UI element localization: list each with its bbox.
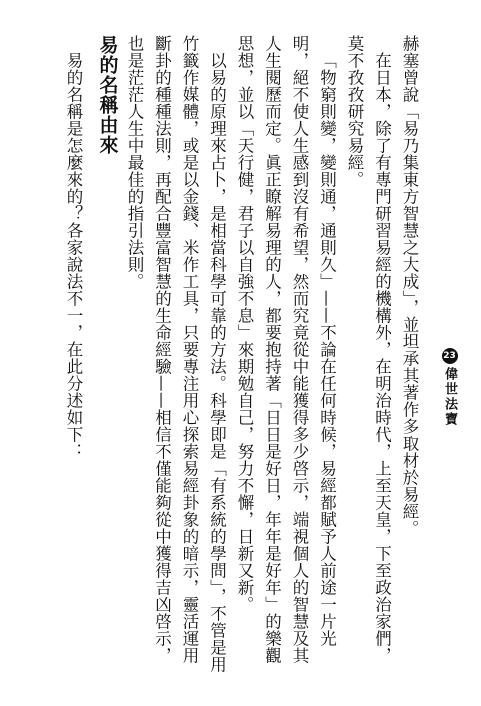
page-header [440, 348, 459, 427]
section-heading: 易的名稱由來 [96, 35, 119, 155]
paragraph-2: 在日本，除了有專門研習易經的機構外，在明治時代，上至天皇，下至政治家們，莫不孜孜研究易經。 [345, 35, 392, 664]
book-title: 偉世法寶 [442, 367, 457, 427]
paragraph-1: 赫塞曾說「易乃集東方智慧之大成」，並坦承其著作多取材於易經。 [400, 35, 419, 537]
page-number: 23 [442, 348, 458, 364]
section-intro: 易的名稱是怎麼來的？各家說法不一，在此分述如下： [64, 51, 83, 460]
body-text [60, 35, 424, 675]
paragraph-4: 以易的原理來占卜，是相當科學可靠的方法。科學即是「有系統的學問」，不管是用竹籤作媒體，或是以金錢、米作工具，只要專注用心探索易經卦象的暗示，靈活運用斷卦的種種法則，再配合豐富智慧的生命經驗——相信不僅能夠從中獲得吉凶啓示，也是茫茫人生中最佳的指引法則。 [125, 35, 227, 673]
paragraph-3: 「物窮則變，變則通，通則久」——不論在任何時候，易經都賦予人前途一片光明，絕不使人生感到沒有希望，然而究竟從中能獲得多少啓示，端視個人的智慧及其人生閱歷而定。眞正瞭解易理的人，都要抱持著「日日是好日，年年是好年」的樂觀思想，並以「天行健，君子以自強不息」來期勉自己，努力不懈，日新又新。 [235, 35, 337, 664]
